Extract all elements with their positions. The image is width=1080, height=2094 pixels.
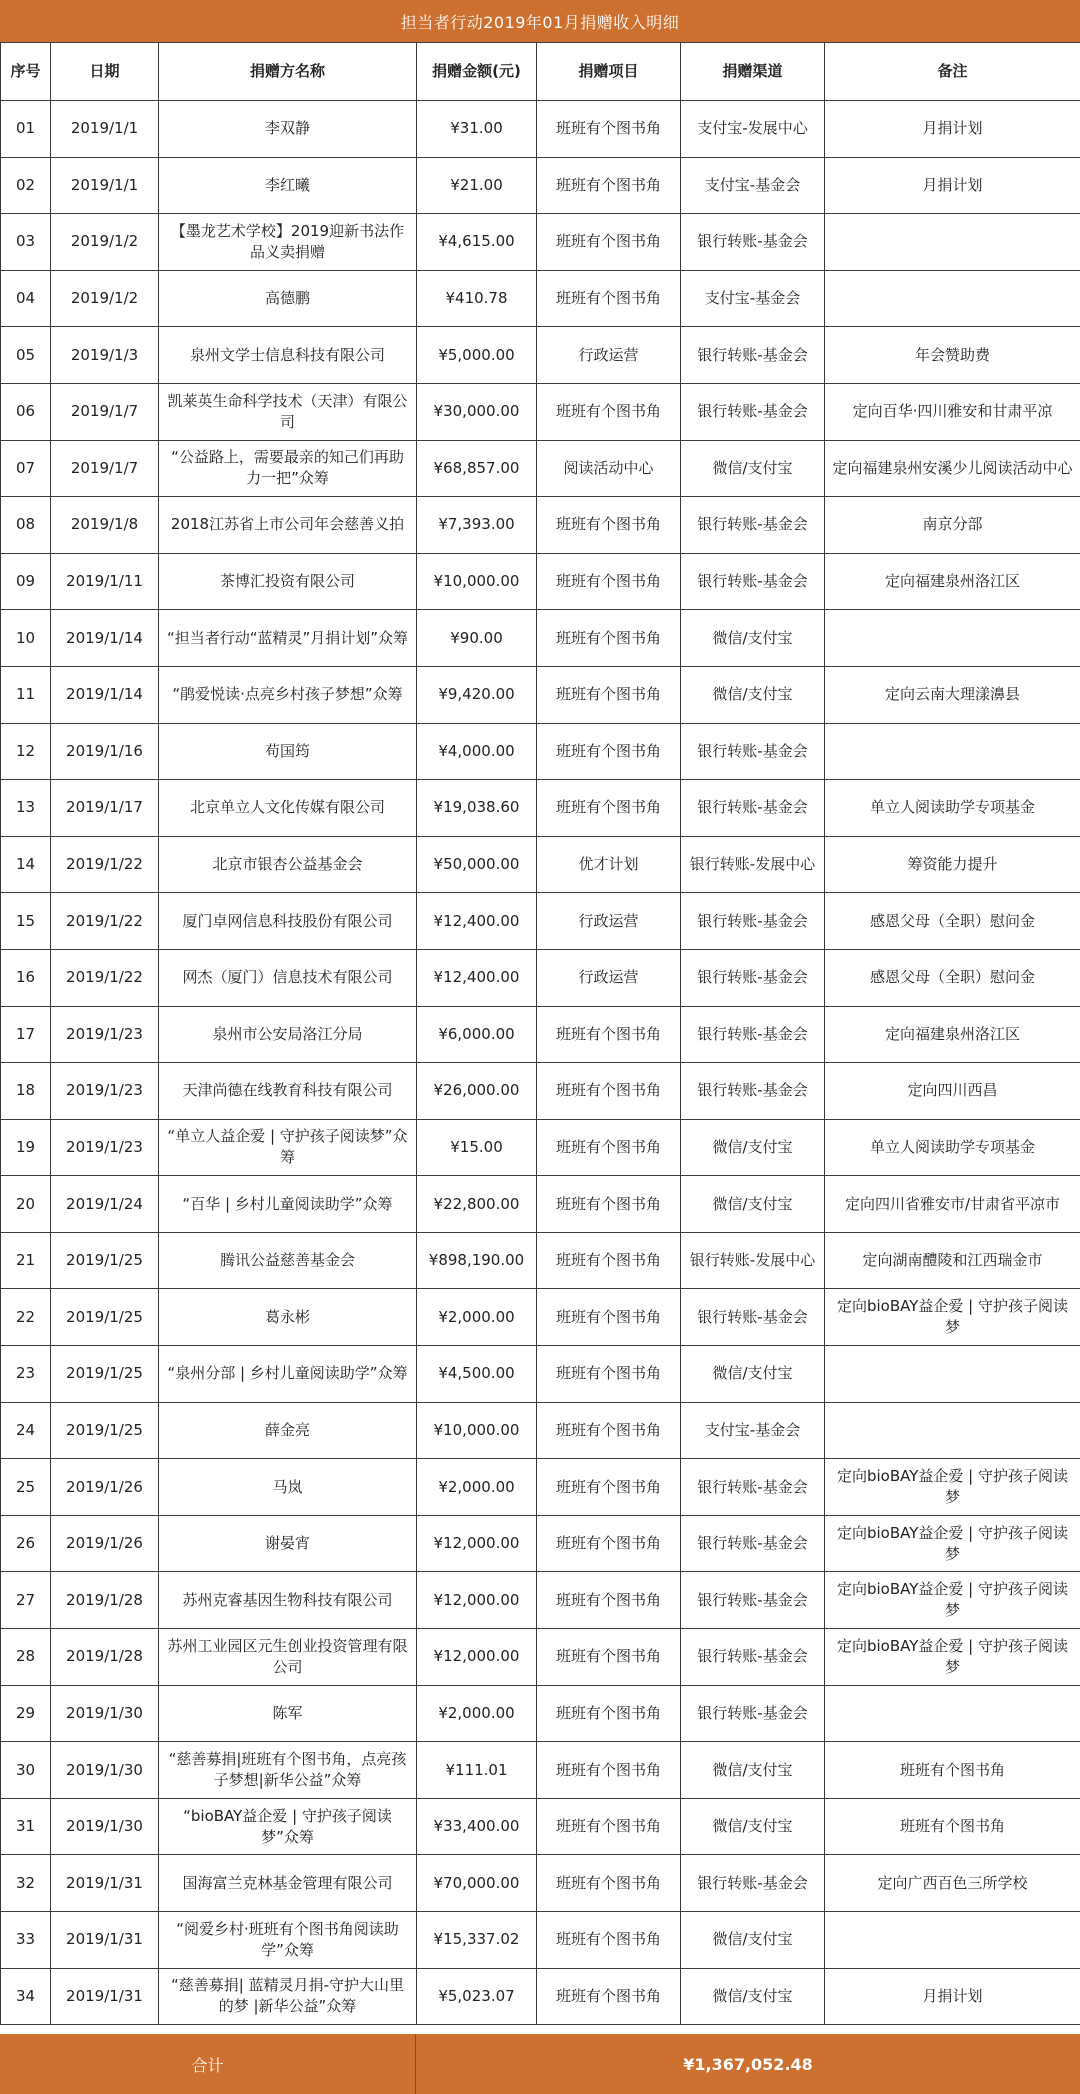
row-donor: 薛金亮 xyxy=(159,1402,417,1459)
table-row xyxy=(1,1459,1080,1516)
row-donor: “慈善募捐|班班有个图书角，点亮孩子梦想|新华公益”众筹 xyxy=(159,1742,417,1799)
table-row xyxy=(1,497,1080,554)
row-number: 07 xyxy=(1,440,51,497)
row-donor: “鹃爱悦读·点亮乡村孩子梦想”众筹 xyxy=(159,666,417,723)
row-donor: “百华 | 乡村儿童阅读助学”众筹 xyxy=(159,1176,417,1233)
row-channel: 银行转账-基金会 xyxy=(681,1572,825,1629)
row-donor: 茶博汇投资有限公司 xyxy=(159,553,417,610)
row-project: 班班有个图书角 xyxy=(537,1006,681,1063)
row-number: 08 xyxy=(1,497,51,554)
row-date: 2019/1/1 xyxy=(51,101,159,158)
row-number: 05 xyxy=(1,327,51,384)
row-note: 定向湖南醴陵和江西瑞金市 xyxy=(825,1232,1080,1289)
row-date: 2019/1/22 xyxy=(51,949,159,1006)
row-date: 2019/1/16 xyxy=(51,723,159,780)
row-channel: 微信/支付宝 xyxy=(681,1176,825,1233)
row-project: 班班有个图书角 xyxy=(537,1685,681,1742)
row-number: 22 xyxy=(1,1289,51,1346)
row-note: 月捐计划 xyxy=(825,157,1080,214)
row-number: 20 xyxy=(1,1176,51,1233)
row-donor: 【墨龙艺术学校】2019迎新书法作品义卖捐赠 xyxy=(159,214,417,271)
row-amount: ¥5,023.07 xyxy=(417,1968,537,2025)
row-number: 09 xyxy=(1,553,51,610)
row-number: 23 xyxy=(1,1346,51,1403)
row-date: 2019/1/3 xyxy=(51,327,159,384)
row-date: 2019/1/23 xyxy=(51,1119,159,1176)
row-donor: “公益路上，需要最亲的知己们再助力一把”众筹 xyxy=(159,440,417,497)
row-project: 班班有个图书角 xyxy=(537,1459,681,1516)
row-date: 2019/1/23 xyxy=(51,1006,159,1063)
row-number: 24 xyxy=(1,1402,51,1459)
row-date: 2019/1/28 xyxy=(51,1572,159,1629)
row-note: 年会赞助费 xyxy=(825,327,1080,384)
row-channel: 微信/支付宝 xyxy=(681,1798,825,1855)
table-row xyxy=(1,440,1080,497)
row-note: 定向四川省雅安市/甘肃省平凉市 xyxy=(825,1176,1080,1233)
row-channel: 银行转账-基金会 xyxy=(681,1515,825,1572)
row-number: 21 xyxy=(1,1232,51,1289)
row-note: 定向百华·四川雅安和甘肃平凉 xyxy=(825,383,1080,440)
total-label: 合计 xyxy=(0,2034,416,2094)
row-donor: 高德鹏 xyxy=(159,270,417,327)
row-donor: 苏州克睿基因生物科技有限公司 xyxy=(159,1572,417,1629)
row-donor: 泉州市公安局洛江分局 xyxy=(159,1006,417,1063)
row-note: 感恩父母（全职）慰问金 xyxy=(825,893,1080,950)
row-channel: 银行转账-基金会 xyxy=(681,553,825,610)
row-project: 班班有个图书角 xyxy=(537,1176,681,1233)
row-note xyxy=(825,723,1080,780)
row-note xyxy=(825,1685,1080,1742)
row-project: 班班有个图书角 xyxy=(537,1968,681,2025)
table-row xyxy=(1,214,1080,271)
row-note: 班班有个图书角 xyxy=(825,1742,1080,1799)
row-date: 2019/1/17 xyxy=(51,780,159,837)
total-row xyxy=(0,2034,1080,2094)
table-row xyxy=(1,949,1080,1006)
table-row xyxy=(1,1855,1080,1912)
row-amount: ¥30,000.00 xyxy=(417,383,537,440)
row-note: 月捐计划 xyxy=(825,1968,1080,2025)
row-amount: ¥68,857.00 xyxy=(417,440,537,497)
row-date: 2019/1/8 xyxy=(51,497,159,554)
column-header-project: 捐赠项目 xyxy=(537,43,681,101)
row-donor: “泉州分部 | 乡村儿童阅读助学”众筹 xyxy=(159,1346,417,1403)
row-note: 定向bioBAY益企爱 | 守护孩子阅读梦 xyxy=(825,1459,1080,1516)
row-project: 班班有个图书角 xyxy=(537,553,681,610)
row-date: 2019/1/31 xyxy=(51,1855,159,1912)
row-amount: ¥12,000.00 xyxy=(417,1572,537,1629)
row-amount: ¥111.01 xyxy=(417,1742,537,1799)
row-date: 2019/1/2 xyxy=(51,270,159,327)
total-value: ¥1,367,052.48 xyxy=(683,2054,813,2074)
row-amount: ¥15.00 xyxy=(417,1119,537,1176)
table-row xyxy=(1,1289,1080,1346)
table-row xyxy=(1,893,1080,950)
column-header-channel: 捐赠渠道 xyxy=(681,43,825,101)
column-header-donor: 捐赠方名称 xyxy=(159,43,417,101)
row-amount: ¥10,000.00 xyxy=(417,553,537,610)
row-date: 2019/1/14 xyxy=(51,610,159,667)
row-project: 班班有个图书角 xyxy=(537,101,681,158)
row-date: 2019/1/28 xyxy=(51,1629,159,1686)
table-row xyxy=(1,780,1080,837)
row-channel: 银行转账-基金会 xyxy=(681,1006,825,1063)
row-date: 2019/1/26 xyxy=(51,1515,159,1572)
row-note xyxy=(825,270,1080,327)
row-project: 班班有个图书角 xyxy=(537,1232,681,1289)
row-date: 2019/1/25 xyxy=(51,1402,159,1459)
row-channel: 支付宝-基金会 xyxy=(681,157,825,214)
row-number: 01 xyxy=(1,101,51,158)
row-date: 2019/1/30 xyxy=(51,1685,159,1742)
row-donor: 凯莱英生命科学技术（天津）有限公司 xyxy=(159,383,417,440)
row-donor: 厦门卓网信息科技股份有限公司 xyxy=(159,893,417,950)
row-number: 27 xyxy=(1,1572,51,1629)
row-donor: 马岚 xyxy=(159,1459,417,1516)
row-note: 定向广西百色三所学校 xyxy=(825,1855,1080,1912)
row-note: 筹资能力提升 xyxy=(825,836,1080,893)
row-date: 2019/1/23 xyxy=(51,1063,159,1120)
row-donor: “慈善募捐| 蓝精灵月捐-守护大山里的梦 |新华公益”众筹 xyxy=(159,1968,417,2025)
row-channel: 支付宝-基金会 xyxy=(681,1402,825,1459)
row-note: 定向bioBAY益企爱 | 守护孩子阅读梦 xyxy=(825,1572,1080,1629)
row-number: 34 xyxy=(1,1968,51,2025)
row-amount: ¥33,400.00 xyxy=(417,1798,537,1855)
row-donor: 李双静 xyxy=(159,101,417,158)
row-donor: 谢晏宵 xyxy=(159,1515,417,1572)
row-project: 班班有个图书角 xyxy=(537,1515,681,1572)
row-amount: ¥12,400.00 xyxy=(417,893,537,950)
row-channel: 银行转账-基金会 xyxy=(681,949,825,1006)
row-amount: ¥50,000.00 xyxy=(417,836,537,893)
row-number: 04 xyxy=(1,270,51,327)
table-row xyxy=(1,723,1080,780)
row-channel: 银行转账-基金会 xyxy=(681,214,825,271)
row-channel: 支付宝-发展中心 xyxy=(681,101,825,158)
row-number: 16 xyxy=(1,949,51,1006)
row-amount: ¥15,337.02 xyxy=(417,1912,537,1969)
row-project: 班班有个图书角 xyxy=(537,1289,681,1346)
row-note: 月捐计划 xyxy=(825,101,1080,158)
row-number: 10 xyxy=(1,610,51,667)
table-header-row xyxy=(1,43,1080,101)
row-channel: 银行转账-基金会 xyxy=(681,723,825,780)
row-project: 班班有个图书角 xyxy=(537,1572,681,1629)
table-row xyxy=(1,101,1080,158)
row-project: 班班有个图书角 xyxy=(537,1742,681,1799)
row-note: 定向福建泉州安溪少儿阅读活动中心 xyxy=(825,440,1080,497)
row-channel: 银行转账-基金会 xyxy=(681,1629,825,1686)
row-number: 13 xyxy=(1,780,51,837)
row-donor: 腾讯公益慈善基金会 xyxy=(159,1232,417,1289)
donation-table xyxy=(0,42,1080,2025)
row-amount: ¥12,400.00 xyxy=(417,949,537,1006)
row-amount: ¥26,000.00 xyxy=(417,1063,537,1120)
row-note xyxy=(825,1402,1080,1459)
row-number: 29 xyxy=(1,1685,51,1742)
row-number: 30 xyxy=(1,1742,51,1799)
table-title: 担当者行动2019年01月捐赠收入明细 xyxy=(0,0,1080,42)
row-amount: ¥19,038.60 xyxy=(417,780,537,837)
row-channel: 银行转账-基金会 xyxy=(681,327,825,384)
column-header-note: 备注 xyxy=(825,43,1080,101)
table-row xyxy=(1,1232,1080,1289)
table-row xyxy=(1,1006,1080,1063)
row-channel: 支付宝-基金会 xyxy=(681,270,825,327)
row-project: 班班有个图书角 xyxy=(537,1798,681,1855)
row-channel: 银行转账-基金会 xyxy=(681,1063,825,1120)
row-number: 06 xyxy=(1,383,51,440)
row-project: 行政运营 xyxy=(537,893,681,950)
row-amount: ¥410.78 xyxy=(417,270,537,327)
table-row xyxy=(1,1572,1080,1629)
row-number: 32 xyxy=(1,1855,51,1912)
table-row xyxy=(1,327,1080,384)
row-number: 25 xyxy=(1,1459,51,1516)
row-date: 2019/1/24 xyxy=(51,1176,159,1233)
row-channel: 微信/支付宝 xyxy=(681,1742,825,1799)
row-number: 02 xyxy=(1,157,51,214)
row-channel: 银行转账-发展中心 xyxy=(681,836,825,893)
row-number: 18 xyxy=(1,1063,51,1120)
table-row xyxy=(1,836,1080,893)
table-row xyxy=(1,610,1080,667)
row-note xyxy=(825,214,1080,271)
row-date: 2019/1/26 xyxy=(51,1459,159,1516)
table-row xyxy=(1,383,1080,440)
table-row xyxy=(1,1742,1080,1799)
row-note: 单立人阅读助学专项基金 xyxy=(825,1119,1080,1176)
row-note: 南京分部 xyxy=(825,497,1080,554)
row-project: 班班有个图书角 xyxy=(537,1855,681,1912)
column-header-no: 序号 xyxy=(1,43,51,101)
row-note xyxy=(825,1346,1080,1403)
row-note: 定向福建泉州洛江区 xyxy=(825,1006,1080,1063)
row-amount: ¥5,000.00 xyxy=(417,327,537,384)
row-number: 12 xyxy=(1,723,51,780)
row-date: 2019/1/31 xyxy=(51,1968,159,2025)
row-project: 班班有个图书角 xyxy=(537,157,681,214)
row-channel: 银行转账-基金会 xyxy=(681,1685,825,1742)
row-amount: ¥4,500.00 xyxy=(417,1346,537,1403)
table-row xyxy=(1,1685,1080,1742)
row-channel: 微信/支付宝 xyxy=(681,666,825,723)
row-note: 单立人阅读助学专项基金 xyxy=(825,780,1080,837)
row-date: 2019/1/22 xyxy=(51,836,159,893)
row-project: 行政运营 xyxy=(537,949,681,1006)
row-note: 定向福建泉州洛江区 xyxy=(825,553,1080,610)
row-channel: 微信/支付宝 xyxy=(681,610,825,667)
row-project: 班班有个图书角 xyxy=(537,780,681,837)
table-row xyxy=(1,1968,1080,2025)
row-channel: 银行转账-基金会 xyxy=(681,1855,825,1912)
row-project: 班班有个图书角 xyxy=(537,723,681,780)
row-number: 31 xyxy=(1,1798,51,1855)
row-date: 2019/1/14 xyxy=(51,666,159,723)
row-channel: 微信/支付宝 xyxy=(681,440,825,497)
row-number: 17 xyxy=(1,1006,51,1063)
row-project: 班班有个图书角 xyxy=(537,214,681,271)
row-amount: ¥4,615.00 xyxy=(417,214,537,271)
row-donor: 2018江苏省上市公司年会慈善义拍 xyxy=(159,497,417,554)
row-amount: ¥9,420.00 xyxy=(417,666,537,723)
row-amount: ¥12,000.00 xyxy=(417,1629,537,1686)
row-donor: 网杰（厦门）信息技术有限公司 xyxy=(159,949,417,1006)
row-number: 19 xyxy=(1,1119,51,1176)
table-body xyxy=(1,101,1080,2025)
row-donor: 泉州文学士信息科技有限公司 xyxy=(159,327,417,384)
row-donor: 苟国筠 xyxy=(159,723,417,780)
row-amount: ¥70,000.00 xyxy=(417,1855,537,1912)
row-amount: ¥10,000.00 xyxy=(417,1402,537,1459)
row-number: 15 xyxy=(1,893,51,950)
row-number: 03 xyxy=(1,214,51,271)
row-note: 定向bioBAY益企爱 | 守护孩子阅读梦 xyxy=(825,1629,1080,1686)
row-amount: ¥31.00 xyxy=(417,101,537,158)
row-amount: ¥2,000.00 xyxy=(417,1685,537,1742)
row-channel: 银行转账-基金会 xyxy=(681,893,825,950)
row-channel: 微信/支付宝 xyxy=(681,1968,825,2025)
row-project: 班班有个图书角 xyxy=(537,1119,681,1176)
row-amount: ¥2,000.00 xyxy=(417,1459,537,1516)
row-donor: “bioBAY益企爱 | 守护孩子阅读梦”众筹 xyxy=(159,1798,417,1855)
row-date: 2019/1/7 xyxy=(51,440,159,497)
row-date: 2019/1/2 xyxy=(51,214,159,271)
row-date: 2019/1/25 xyxy=(51,1346,159,1403)
row-channel: 银行转账-基金会 xyxy=(681,1459,825,1516)
row-project: 班班有个图书角 xyxy=(537,610,681,667)
row-donor: “阅爱乡村·班班有个图书角阅读助学”众筹 xyxy=(159,1912,417,1969)
row-number: 11 xyxy=(1,666,51,723)
row-amount: ¥21.00 xyxy=(417,157,537,214)
row-note xyxy=(825,610,1080,667)
row-channel: 微信/支付宝 xyxy=(681,1119,825,1176)
row-channel: 微信/支付宝 xyxy=(681,1346,825,1403)
row-number: 14 xyxy=(1,836,51,893)
row-amount: ¥7,393.00 xyxy=(417,497,537,554)
row-amount: ¥12,000.00 xyxy=(417,1515,537,1572)
table-row xyxy=(1,666,1080,723)
row-note: 感恩父母（全职）慰问金 xyxy=(825,949,1080,1006)
row-date: 2019/1/25 xyxy=(51,1232,159,1289)
table-row xyxy=(1,1119,1080,1176)
row-donor: “单立人益企爱 | 守护孩子阅读梦”众筹 xyxy=(159,1119,417,1176)
row-amount: ¥90.00 xyxy=(417,610,537,667)
row-project: 班班有个图书角 xyxy=(537,1346,681,1403)
row-date: 2019/1/30 xyxy=(51,1798,159,1855)
column-header-date: 日期 xyxy=(51,43,159,101)
table-row xyxy=(1,1798,1080,1855)
row-donor: 天津尚德在线教育科技有限公司 xyxy=(159,1063,417,1120)
row-channel: 银行转账-基金会 xyxy=(681,383,825,440)
row-amount: ¥2,000.00 xyxy=(417,1289,537,1346)
row-date: 2019/1/31 xyxy=(51,1912,159,1969)
row-number: 28 xyxy=(1,1629,51,1686)
table-row xyxy=(1,1402,1080,1459)
table-row xyxy=(1,157,1080,214)
row-date: 2019/1/30 xyxy=(51,1742,159,1799)
table-row xyxy=(1,270,1080,327)
row-channel: 银行转账-基金会 xyxy=(681,497,825,554)
row-note: 定向云南大理漾濞县 xyxy=(825,666,1080,723)
table-row xyxy=(1,1629,1080,1686)
row-date: 2019/1/25 xyxy=(51,1289,159,1346)
row-date: 2019/1/22 xyxy=(51,893,159,950)
row-project: 班班有个图书角 xyxy=(537,1912,681,1969)
row-note: 定向四川西昌 xyxy=(825,1063,1080,1120)
row-donor: 苏州工业园区元生创业投资管理有限公司 xyxy=(159,1629,417,1686)
row-note: 班班有个图书角 xyxy=(825,1798,1080,1855)
row-donor: 葛永彬 xyxy=(159,1289,417,1346)
table-row xyxy=(1,1063,1080,1120)
row-donor: 北京单立人文化传媒有限公司 xyxy=(159,780,417,837)
row-amount: ¥4,000.00 xyxy=(417,723,537,780)
row-project: 阅读活动中心 xyxy=(537,440,681,497)
table-row xyxy=(1,1912,1080,1969)
row-donor: 李红曦 xyxy=(159,157,417,214)
row-date: 2019/1/11 xyxy=(51,553,159,610)
table-row xyxy=(1,1176,1080,1233)
row-date: 2019/1/7 xyxy=(51,383,159,440)
row-channel: 银行转账-发展中心 xyxy=(681,1232,825,1289)
column-header-amount: 捐赠金额(元) xyxy=(417,43,537,101)
row-channel: 银行转账-基金会 xyxy=(681,780,825,837)
row-note xyxy=(825,1912,1080,1969)
row-amount: ¥898,190.00 xyxy=(417,1232,537,1289)
row-donor: 陈军 xyxy=(159,1685,417,1742)
row-channel: 微信/支付宝 xyxy=(681,1912,825,1969)
row-date: 2019/1/1 xyxy=(51,157,159,214)
table-row xyxy=(1,1346,1080,1403)
row-channel: 银行转账-基金会 xyxy=(681,1289,825,1346)
row-amount: ¥6,000.00 xyxy=(417,1006,537,1063)
row-amount: ¥22,800.00 xyxy=(417,1176,537,1233)
table-row xyxy=(1,1515,1080,1572)
row-note: 定向bioBAY益企爱 | 守护孩子阅读梦 xyxy=(825,1515,1080,1572)
row-project: 行政运营 xyxy=(537,327,681,384)
row-project: 班班有个图书角 xyxy=(537,1629,681,1686)
row-project: 班班有个图书角 xyxy=(537,1402,681,1459)
row-donor: 北京市银杏公益基金会 xyxy=(159,836,417,893)
row-project: 班班有个图书角 xyxy=(537,383,681,440)
table-row xyxy=(1,553,1080,610)
row-project: 优才计划 xyxy=(537,836,681,893)
row-donor: 国海富兰克林基金管理有限公司 xyxy=(159,1855,417,1912)
row-number: 26 xyxy=(1,1515,51,1572)
row-project: 班班有个图书角 xyxy=(537,497,681,554)
row-project: 班班有个图书角 xyxy=(537,666,681,723)
row-donor: “担当者行动“蓝精灵”月捐计划”众筹 xyxy=(159,610,417,667)
row-note: 定向bioBAY益企爱 | 守护孩子阅读梦 xyxy=(825,1289,1080,1346)
row-number: 33 xyxy=(1,1912,51,1969)
row-project: 班班有个图书角 xyxy=(537,270,681,327)
row-project: 班班有个图书角 xyxy=(537,1063,681,1120)
